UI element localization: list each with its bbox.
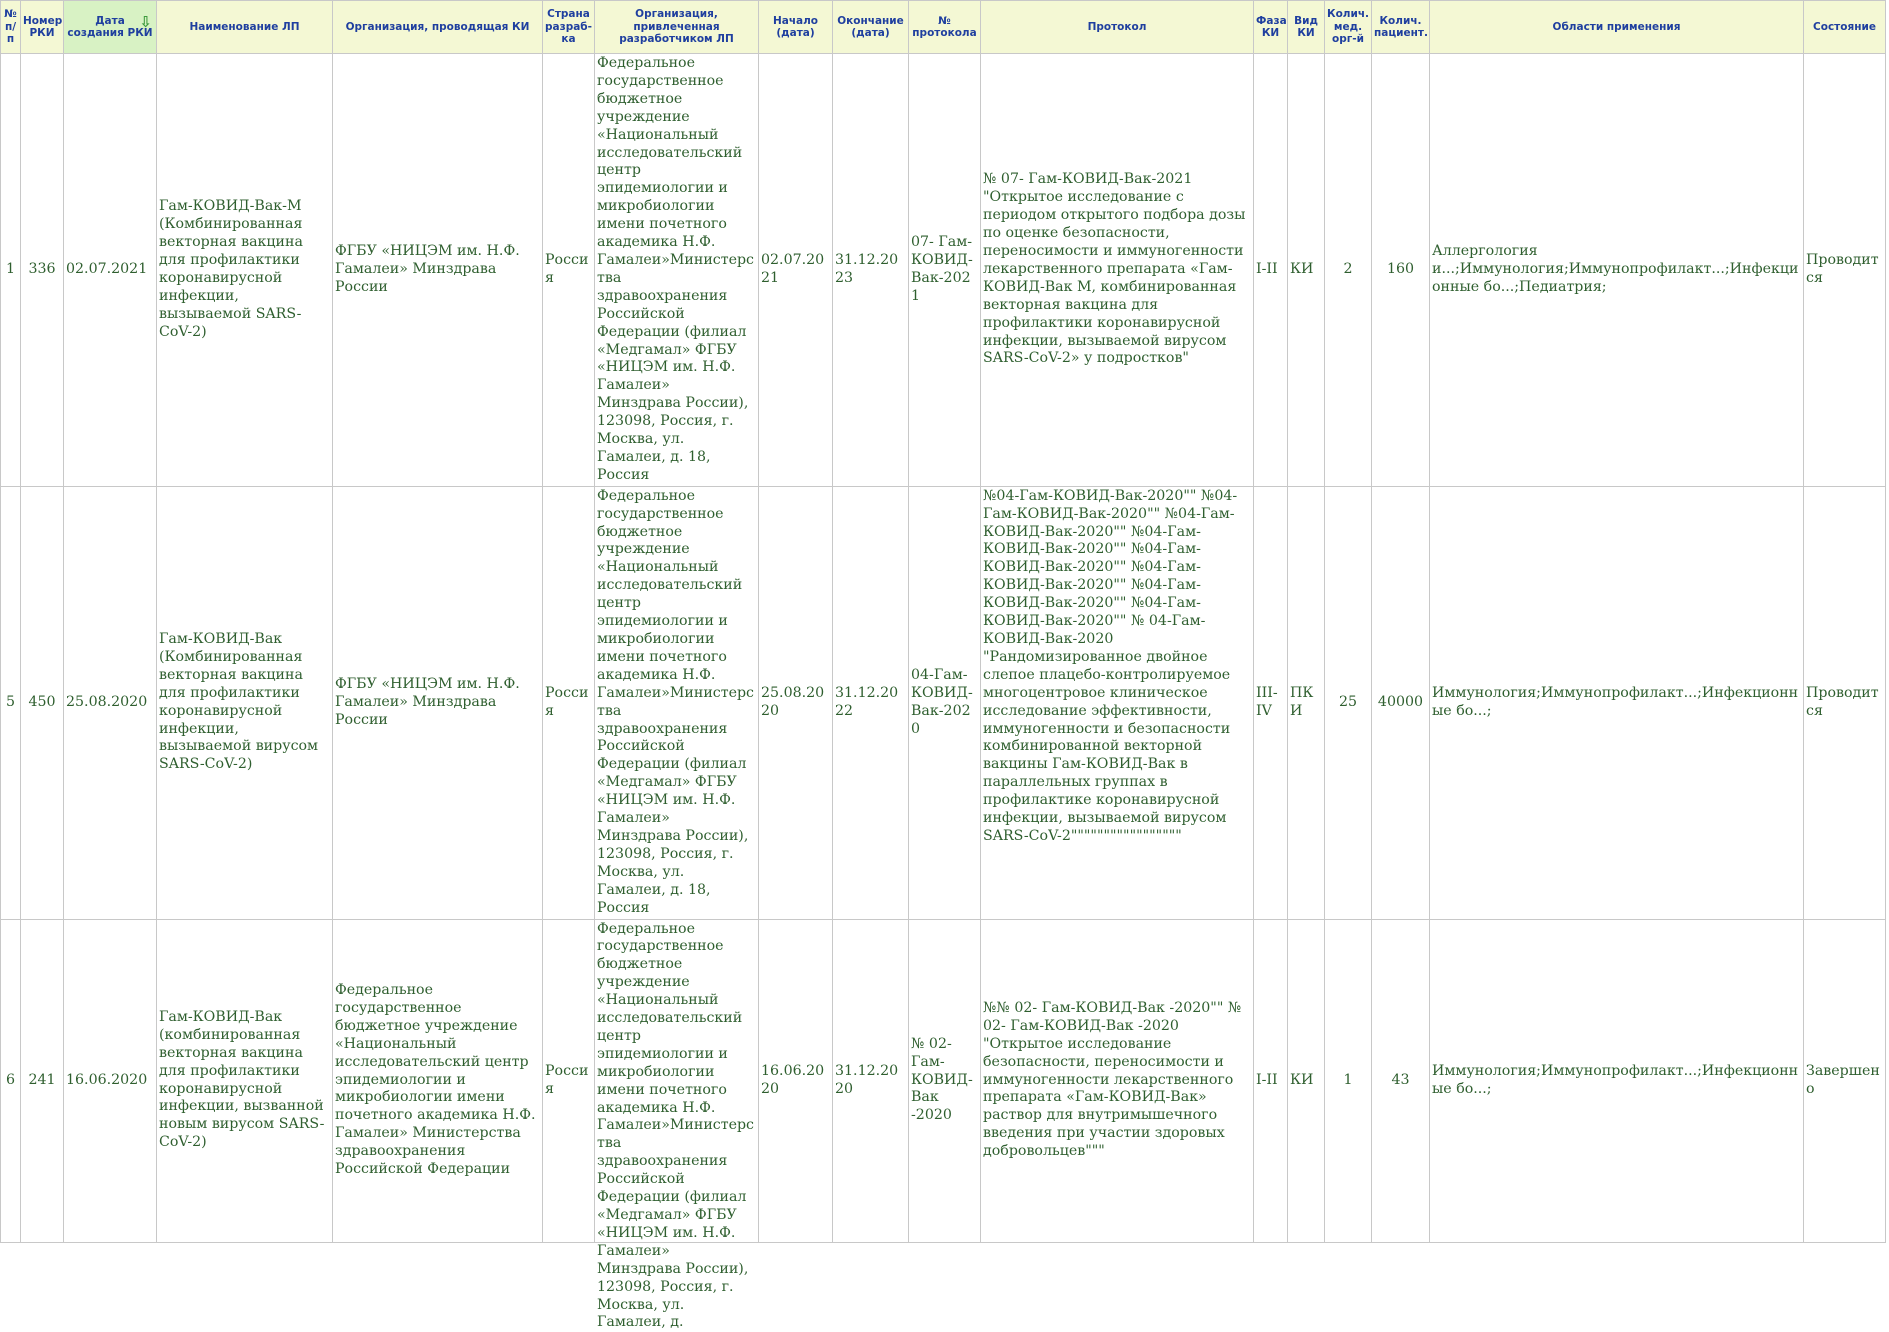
cell-phase: I-II bbox=[1254, 54, 1288, 487]
cell-end: 31.12.2023 bbox=[833, 54, 909, 487]
cell-start: 25.08.2020 bbox=[759, 486, 833, 919]
col-header-created-label: Дата создания РКИ bbox=[67, 14, 153, 39]
cell-org-ki: ФГБУ «НИЦЭМ им. Н.Ф. Гамалеи» Минздрава России bbox=[333, 54, 543, 487]
cell-status: Завершено bbox=[1804, 919, 1886, 1242]
cell-protocol bbox=[981, 486, 1254, 919]
col-header-created[interactable] bbox=[64, 1, 157, 54]
cell-num: 1 bbox=[1, 54, 21, 487]
cell-country: Россия bbox=[543, 919, 595, 1242]
cell-num: 6 bbox=[1, 919, 21, 1242]
table-row[interactable] bbox=[1, 486, 1886, 919]
cell-kind: КИ bbox=[1288, 919, 1325, 1242]
table-row[interactable] bbox=[1, 54, 1886, 487]
cell-country: Россия bbox=[543, 54, 595, 487]
cell-areas: Аллергология и...;Иммунология;Иммунопрофилакт...;Инфекционные бо...;Педиатрия; bbox=[1430, 54, 1804, 487]
col-header-phase[interactable]: Фаза КИ bbox=[1254, 1, 1288, 54]
cell-med-orgs: 2 bbox=[1325, 54, 1372, 487]
cell-org-ki: ФГБУ «НИЦЭМ им. Н.Ф. Гамалеи» Минздрава России bbox=[333, 486, 543, 919]
cell-org-ki: Федеральное государственное бюджетное учреждение «Национальный исследовательский центр эпидемиологии и микробиологии имени почетного академика Н.Ф. Гамалеи» Министерства здравоохранения Российской Федерации bbox=[333, 919, 543, 1242]
cell-patients: 43 bbox=[1372, 919, 1430, 1242]
header-row bbox=[1, 1, 1886, 54]
sort-down-arrow-icon[interactable]: ⇩ bbox=[139, 13, 152, 31]
cell-protocol: № 07- Гам-КОВИД-Вак-2021 "Открытое исследование с периодом открытого подбора дозы по оценке безопасности, переносимости и иммуногенности лекарственного препарата «Гам-КОВИД-Вак М, комбинированная векторная вакцина для профилактики коронавирусной инфекции, вызываемой вирусом SARS-CoV-2» у подростков" bbox=[981, 54, 1254, 487]
cell-protocol-num: 04-Гам-КОВИД-Вак-2020 bbox=[909, 486, 981, 919]
cell-start: 16.06.2020 bbox=[759, 919, 833, 1242]
cell-drug-name: Гам-КОВИД-Вак-М (Комбинированная векторная вакцина для профилактики коронавирусной инфекции, вызываемой SARS-CoV-2) bbox=[157, 54, 333, 487]
cell-drug-name: Гам-КОВИД-Вак (Комбинированная векторная вакцина для профилактики коронавирусной инфекции, вызываемой вирусом SARS-CoV-2) bbox=[157, 486, 333, 919]
col-header-drug-name[interactable]: Наименование ЛП bbox=[157, 1, 333, 54]
cell-drug-name: Гам-КОВИД-Вак (комбинированная векторная вакцина для профилактики коронавирусной инфекции, вызванной новым вирусом SARS-CoV-2) bbox=[157, 919, 333, 1242]
cell-areas: Иммунология;Иммунопрофилакт...;Инфекционные бо...; bbox=[1430, 486, 1804, 919]
cell-protocol-num: № 02-Гам-КОВИД-Вак -2020 bbox=[909, 919, 981, 1242]
cell-end: 31.12.2020 bbox=[833, 919, 909, 1242]
cell-org-dev-text: Федеральное государственное бюджетное учреждение «Национальный исследовательский центр эпидемиологии и микробиологии имени почетного академика Н.Ф. Гамалеи»Министерства здравоохранения Российской Федерации (филиал «Медгамал» ФГБУ «НИЦЭМ им. Н.Ф. Гамалеи» Минздрава России), 123098, Россия, г. Москва, ул. Гамалеи, д. bbox=[597, 920, 755, 1331]
cell-created: 25.08.2020 bbox=[64, 486, 157, 919]
cell-rki-num: 450 bbox=[21, 486, 64, 919]
col-header-rki-num[interactable]: Номер РКИ bbox=[21, 1, 64, 54]
cell-status: Проводится bbox=[1804, 486, 1886, 919]
cell-kind: КИ bbox=[1288, 54, 1325, 487]
cell-med-orgs: 25 bbox=[1325, 486, 1372, 919]
col-header-status[interactable]: Состояние bbox=[1804, 1, 1886, 54]
cell-med-orgs: 1 bbox=[1325, 919, 1372, 1242]
cell-created: 16.06.2020 bbox=[64, 919, 157, 1242]
cell-country: Россия bbox=[543, 486, 595, 919]
cell-phase: III-IV bbox=[1254, 486, 1288, 919]
cell-phase: I-II bbox=[1254, 919, 1288, 1242]
cell-areas: Иммунология;Иммунопрофилакт...;Инфекционные бо...; bbox=[1430, 919, 1804, 1242]
cell-rki-num: 336 bbox=[21, 54, 64, 487]
col-header-country[interactable]: Страна разраб-ка bbox=[543, 1, 595, 54]
col-header-med-orgs[interactable]: Колич. мед. орг-й bbox=[1325, 1, 1372, 54]
col-header-num[interactable]: № п/п bbox=[1, 1, 21, 54]
cell-status: Проводится bbox=[1804, 54, 1886, 487]
table-row[interactable] bbox=[1, 919, 1886, 1242]
cell-org-dev: Федеральное государственное бюджетное учреждение «Национальный исследовательский центр эпидемиологии и микробиологии имени почетного академика Н.Ф. Гамалеи»Министерства здравоохранения Российской Федерации (филиал «Медгамал» ФГБУ «НИЦЭМ им. Н.Ф. Гамалеи» Минздрава России), 123098, Россия, г. Москва, ул. Гамалеи, д. 18, Россия bbox=[595, 486, 759, 919]
col-header-end[interactable]: Окончание (дата) bbox=[833, 1, 909, 54]
col-header-kind[interactable]: Вид КИ bbox=[1288, 1, 1325, 54]
col-header-protocol-num[interactable]: № протокола bbox=[909, 1, 981, 54]
col-header-protocol[interactable]: Протокол bbox=[981, 1, 1254, 54]
col-header-org-dev[interactable]: Организация, привлеченная разработчиком ЛП bbox=[595, 1, 759, 54]
col-header-org-ki[interactable]: Организация, проводящая КИ bbox=[333, 1, 543, 54]
cell-patients: 160 bbox=[1372, 54, 1430, 487]
col-header-patients[interactable]: Колич. пациент. bbox=[1372, 1, 1430, 54]
col-header-start[interactable]: Начало (дата) bbox=[759, 1, 833, 54]
cell-protocol-num: 07- Гам-КОВИД-Вак-2021 bbox=[909, 54, 981, 487]
cell-protocol: №№ 02- Гам-КОВИД-Вак -2020"" № 02- Гам-КОВИД-Вак -2020 "Открытое исследование безопасности, переносимости и иммуногенности лекарственного препарата «Гам-КОВИД-Вак» раствор для внутримышечного введения при участии здоровых добровольцев""" bbox=[981, 919, 1254, 1242]
cell-org-dev: Федеральное государственное бюджетное учреждение «Национальный исследовательский центр эпидемиологии и микробиологии имени почетного академика Н.Ф. Гамалеи»Министерства здравоохранения Российской Федерации (филиал «Медгамал» ФГБУ «НИЦЭМ им. Н.Ф. Гамалеи» Минздрава России), 123098, Россия, г. Москва, ул. Гамалеи, д. 18, Россия bbox=[595, 54, 759, 487]
cell-org-dev bbox=[595, 919, 759, 1331]
cell-end: 31.12.2022 bbox=[833, 486, 909, 919]
cell-protocol-text: №04-Гам-КОВИД-Вак-2020"" №04-Гам-КОВИД-Вак-2020"" №04-Гам-КОВИД-Вак-2020"" №04-Гам-КОВИД-Вак-2020"" №04-Гам-КОВИД-Вак-2020"" №04-Гам-КОВИД-Вак-2020"" №04-Гам-КОВИД-Вак-2020"" №04-Гам-КОВИД-Вак-2020"" № 04-Гам-КОВИД-Вак-2020 "Рандомизированное двойное слепое плацебо-контролируемое многоцентровое клиническое исследование эффективности, иммуногенности и безопасности комбинированной векторной вакцины Гам-КОВИД-Вак в параллельных группах в профилактике коронавирусной инфекции, вызываемой вирусом SARS-CoV-2""""""""""""""""" bbox=[983, 487, 1238, 844]
cell-num: 5 bbox=[1, 486, 21, 919]
cell-created: 02.07.2021 bbox=[64, 54, 157, 487]
col-header-areas[interactable]: Области применения bbox=[1430, 1, 1804, 54]
cell-start: 02.07.2021 bbox=[759, 54, 833, 487]
cell-kind: ПКИ bbox=[1288, 486, 1325, 919]
cell-rki-num: 241 bbox=[21, 919, 64, 1242]
cell-patients: 40000 bbox=[1372, 486, 1430, 919]
